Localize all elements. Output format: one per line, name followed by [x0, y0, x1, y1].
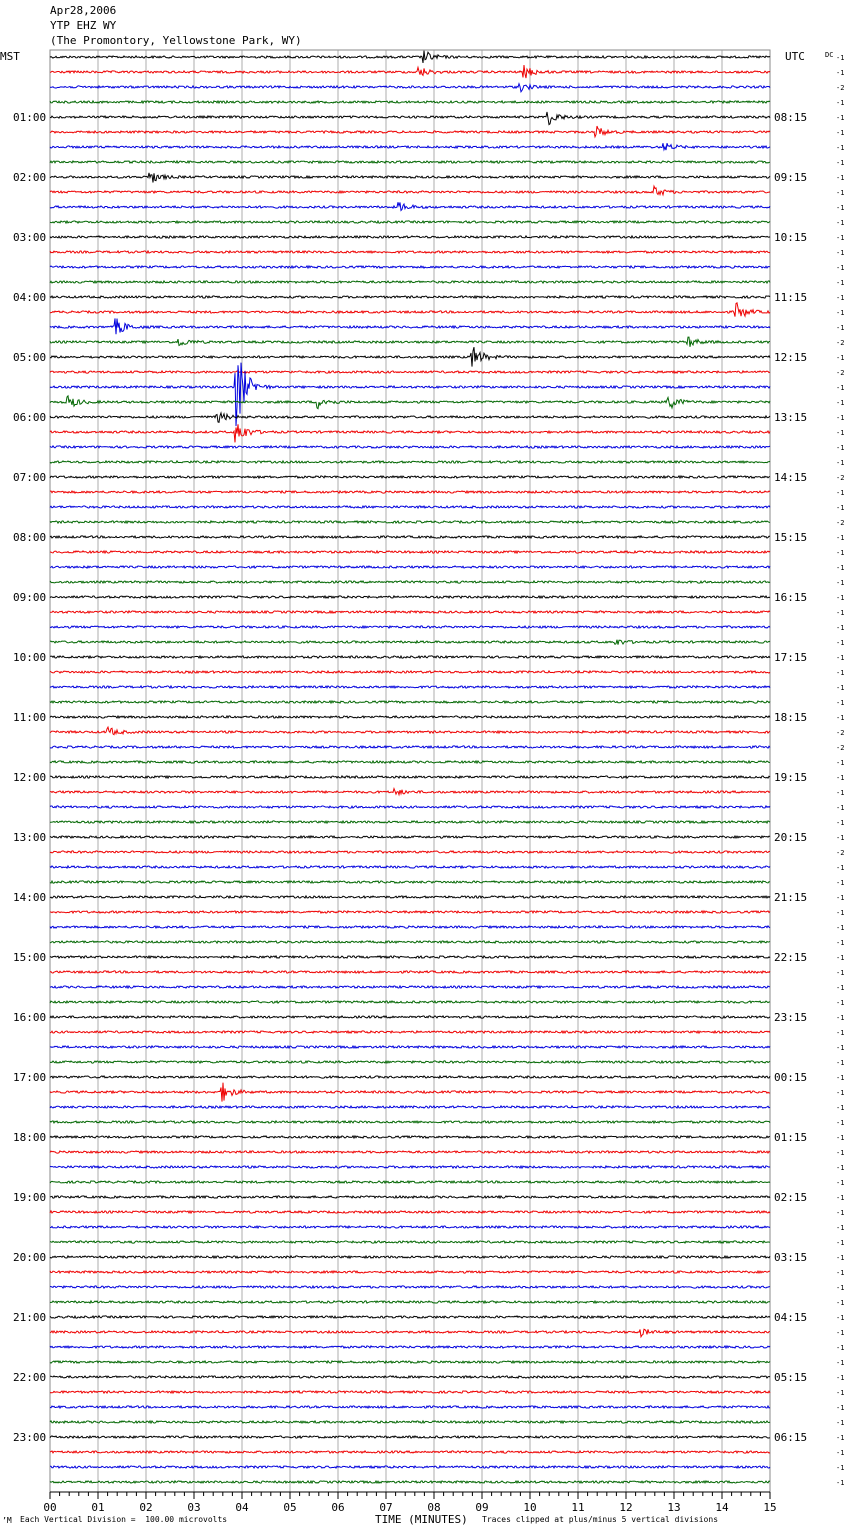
- dc-offset-label: -1: [836, 1029, 845, 1037]
- x-tick-label: 04: [235, 1501, 249, 1514]
- x-tick-label: 05: [283, 1501, 297, 1514]
- mst-hour-label: 21:00: [13, 1311, 47, 1324]
- dc-offset-label: -1: [836, 579, 845, 587]
- mst-hour-label: 22:00: [13, 1371, 47, 1384]
- utc-label: UTC: [785, 50, 805, 63]
- dc-offset-label: -1: [836, 459, 845, 467]
- dc-offset-label: -1: [836, 144, 845, 152]
- dc-offset-label: -1: [836, 654, 845, 662]
- trace-line: [50, 491, 770, 493]
- dc-offset-label: -1: [836, 699, 845, 707]
- x-tick-label: 11: [571, 1501, 585, 1514]
- x-tick-label: 07: [379, 1501, 393, 1514]
- trace-line: [50, 424, 770, 442]
- trace-line: [50, 1211, 770, 1213]
- trace-line: [50, 626, 770, 628]
- dc-offset-label: -1: [836, 1134, 845, 1142]
- x-tick-label: 00: [43, 1501, 57, 1514]
- dc-offset-label: -1: [836, 219, 845, 227]
- utc-hour-label: 21:15: [774, 891, 808, 904]
- dc-offset-label: -1: [836, 1074, 845, 1082]
- mst-hour-label: 01:00: [13, 111, 47, 124]
- dc-offset-label: -1: [836, 204, 845, 212]
- trace-line: [50, 896, 770, 898]
- trace-line: [50, 821, 770, 823]
- dc-offset-label: -1: [836, 189, 845, 197]
- trace-line: [50, 881, 770, 883]
- station-location: (The Promontory, Yellowstone Park, WY): [50, 34, 302, 47]
- dc-offset-label: -1: [836, 939, 845, 947]
- dc-offset-label: -1: [836, 624, 845, 632]
- trace-line: [50, 671, 770, 673]
- utc-hour-label: 13:15: [774, 411, 808, 424]
- utc-hour-label: 04:15: [774, 1311, 808, 1324]
- trace-line: [50, 1151, 770, 1153]
- time-axis: [43, 1492, 776, 1514]
- trace-line: [50, 1016, 770, 1018]
- x-tick-label: 08: [427, 1501, 441, 1514]
- trace-line: [50, 266, 770, 268]
- dc-offset-label: -1: [836, 1374, 845, 1382]
- dc-offset-label: -1: [836, 1299, 845, 1307]
- utc-hour-label: 09:15: [774, 171, 808, 184]
- seismogram-traces: [50, 51, 770, 1483]
- trace-line: [50, 911, 770, 913]
- mst-hour-label: 14:00: [13, 891, 47, 904]
- trace-line: [50, 281, 770, 283]
- x-tick-label: 15: [763, 1501, 777, 1514]
- dc-offset-label: -1: [836, 1344, 845, 1352]
- utc-hour-label: 17:15: [774, 651, 808, 664]
- clip-note: Traces clipped at plus/minus 5 vertical divisions: [482, 1515, 719, 1524]
- dc-offset-label: -1: [836, 1314, 845, 1322]
- trace-line: [50, 611, 770, 613]
- trace-line: [50, 761, 770, 763]
- utc-hour-label: 00:15: [774, 1071, 808, 1084]
- dc-offset-label: -1: [836, 534, 845, 542]
- dc-offset-label: -1: [836, 1239, 845, 1247]
- dc-offset-label: -1: [836, 1449, 845, 1457]
- trace-line: [50, 1316, 770, 1318]
- dc-offset-label: -1: [836, 714, 845, 722]
- trace-line: [50, 446, 770, 448]
- dc-offset-label: -1: [836, 909, 845, 917]
- dc-offset-label: -1: [836, 1209, 845, 1217]
- dc-offset-label: -1: [836, 504, 845, 512]
- x-tick-label: 02: [139, 1501, 153, 1514]
- trace-line: [50, 371, 770, 373]
- trace-line: [50, 347, 770, 367]
- dc-offset-label: -1: [836, 1194, 845, 1202]
- x-tick-label: 03: [187, 1501, 201, 1514]
- utc-hour-label: 18:15: [774, 711, 808, 724]
- dc-offset-label: -1: [836, 684, 845, 692]
- dc-offset-label: -1: [836, 1254, 845, 1262]
- trace-line: [50, 1286, 770, 1288]
- mst-hour-label: 16:00: [13, 1011, 47, 1024]
- x-tick-label: 09: [475, 1501, 489, 1514]
- trace-line: [50, 84, 770, 92]
- dc-offset-label: -2: [836, 744, 845, 752]
- trace-line: [50, 851, 770, 853]
- trace-line: [50, 941, 770, 943]
- dc-offset-label: -1: [836, 984, 845, 992]
- dc-offset-label: -1: [836, 894, 845, 902]
- trace-line: [50, 186, 770, 195]
- trace-line: [50, 126, 770, 137]
- trace-line: [50, 337, 770, 347]
- dc-offset-label: -2: [836, 474, 845, 482]
- trace-line: [50, 51, 770, 63]
- mst-hour-label: 17:00: [13, 1071, 47, 1084]
- utc-hour-label: 23:15: [774, 1011, 808, 1024]
- trace-line: [50, 1481, 770, 1483]
- dc-offset-label: -1: [836, 774, 845, 782]
- dc-offset-label: -1: [836, 1044, 845, 1052]
- dc-offset-label: -1: [836, 429, 845, 437]
- station-code: YTP EHZ WY: [50, 19, 117, 32]
- trace-line: [50, 396, 770, 409]
- utc-hour-label: 19:15: [774, 771, 808, 784]
- trace-line: [50, 173, 770, 183]
- trace-line: [50, 112, 770, 125]
- trace-line: [50, 656, 770, 658]
- trace-line: [50, 221, 770, 223]
- x-tick-label: 14: [715, 1501, 729, 1514]
- mst-hour-label: 03:00: [13, 231, 47, 244]
- dc-offset-label: -1: [836, 1464, 845, 1472]
- trace-line: [50, 1241, 770, 1243]
- trace-line: [50, 1346, 770, 1348]
- trace-line: [50, 566, 770, 568]
- dc-offset-label: -1: [836, 1389, 845, 1397]
- dc-offset-label: -1: [836, 819, 845, 827]
- dc-offset-label: -2: [836, 369, 845, 377]
- utc-hour-label: 11:15: [774, 291, 808, 304]
- trace-line: [50, 1031, 770, 1033]
- trace-line: [50, 986, 770, 988]
- dc-offset-label: -1: [836, 789, 845, 797]
- trace-line: [50, 1451, 770, 1453]
- trace-line: [50, 202, 770, 210]
- trace-line: [50, 1391, 770, 1393]
- dc-offset-label: -1: [836, 234, 845, 242]
- dc-offset-label: -1: [836, 879, 845, 887]
- dc-offset-label: -1: [836, 969, 845, 977]
- trace-line: [50, 551, 770, 553]
- dc-offset-label: -1: [836, 564, 845, 572]
- utc-hour-label: 22:15: [774, 951, 808, 964]
- mst-hour-label: 05:00: [13, 351, 47, 364]
- trace-line: [50, 1046, 770, 1048]
- trace-line: [50, 686, 770, 688]
- trace-line: [50, 1196, 770, 1198]
- utc-hour-label: 03:15: [774, 1251, 808, 1264]
- mst-hour-label: 09:00: [13, 591, 47, 604]
- trace-line: [50, 143, 770, 150]
- dc-offset-label: -1: [836, 1479, 845, 1487]
- trace-line: [50, 1226, 770, 1228]
- dc-offset-label: -1: [836, 354, 845, 362]
- mst-hour-label: 06:00: [13, 411, 47, 424]
- dc-offset-label: -1: [836, 309, 845, 317]
- mst-hour-label: 15:00: [13, 951, 47, 964]
- utc-hour-label: 01:15: [774, 1131, 808, 1144]
- dc-offset-label: -1: [836, 1164, 845, 1172]
- trace-line: [50, 296, 770, 298]
- dc-offset-label: -1: [836, 249, 845, 257]
- trace-line: [50, 506, 770, 508]
- trace-line: [50, 1301, 770, 1303]
- trace-line: [50, 1083, 770, 1102]
- dc-offset-label: -1: [836, 999, 845, 1007]
- trace-line: [50, 596, 770, 598]
- dc-offset-label: -1: [836, 669, 845, 677]
- trace-line: [50, 65, 770, 78]
- dc-offset-label: -1: [836, 99, 845, 107]
- plot-date: Apr28,2006: [50, 4, 117, 17]
- utc-hour-label: 12:15: [774, 351, 808, 364]
- dc-offset-label: -1: [836, 1419, 845, 1427]
- mst-hour-label: 13:00: [13, 831, 47, 844]
- dc-offset-label: -1: [836, 1149, 845, 1157]
- dc-offset-label: -2: [836, 849, 845, 857]
- x-tick-label: 10: [523, 1501, 537, 1514]
- trace-line: [50, 640, 770, 645]
- trace-line: [50, 1466, 770, 1468]
- trace-line: [50, 521, 770, 523]
- mst-hour-label: 08:00: [13, 531, 47, 544]
- dc-offset-label: -1: [836, 834, 845, 842]
- utc-hour-label: 20:15: [774, 831, 808, 844]
- mst-hour-label: 23:00: [13, 1431, 47, 1444]
- dc-offset-label: -1: [836, 159, 845, 167]
- dc-offset-label: -1: [836, 1284, 845, 1292]
- trace-line: [50, 716, 770, 718]
- utc-hour-label: 02:15: [774, 1191, 808, 1204]
- trace-line: [50, 1361, 770, 1363]
- trace-line: [50, 461, 770, 463]
- dc-offset-label: -1: [836, 1224, 845, 1232]
- trace-line: [50, 413, 770, 422]
- trace-line: [50, 806, 770, 808]
- dc-offset-label: -1: [836, 609, 845, 617]
- dc-offset-label: -1: [836, 864, 845, 872]
- trace-line: [50, 1421, 770, 1423]
- mst-hour-label: 18:00: [13, 1131, 47, 1144]
- mst-hour-label: 19:00: [13, 1191, 47, 1204]
- scale-note: Each Vertical Division = 100.00 microvolts: [20, 1515, 228, 1524]
- mst-hour-label: 11:00: [13, 711, 47, 724]
- utc-hour-label: 05:15: [774, 1371, 808, 1384]
- dc-offset-label: -1: [836, 1434, 845, 1442]
- trace-line: [50, 746, 770, 748]
- trace-line: [50, 101, 770, 103]
- trace-line: [50, 1166, 770, 1168]
- trace-line: [50, 971, 770, 973]
- dc-offset-label: -1: [836, 549, 845, 557]
- trace-line: [50, 1061, 770, 1063]
- utc-hour-label: 15:15: [774, 531, 808, 544]
- trace-line: [50, 1256, 770, 1258]
- utc-hour-label: 16:15: [774, 591, 808, 604]
- dc-offset-label: -1: [836, 54, 845, 62]
- mst-hour-label: 12:00: [13, 771, 47, 784]
- dc-offset-label: -1: [836, 114, 845, 122]
- x-tick-label: 12: [619, 1501, 633, 1514]
- x-axis-label: TIME (MINUTES): [375, 1513, 468, 1526]
- trace-line: [50, 836, 770, 838]
- trace-line: [50, 1436, 770, 1438]
- dc-offset-label: -1: [836, 264, 845, 272]
- mst-hour-label: 07:00: [13, 471, 47, 484]
- dc-offset-label: -1: [836, 1179, 845, 1187]
- dc-offset-label: -1: [836, 129, 845, 137]
- dc-offset-label: -2: [836, 729, 845, 737]
- dc-offset-label: -1: [836, 69, 845, 77]
- dc-offset-label: -1: [836, 804, 845, 812]
- trace-line: [50, 1121, 770, 1123]
- trace-line: [50, 1076, 770, 1078]
- dc-offset-label: -2: [836, 519, 845, 527]
- dc-offset-label: -1: [836, 1119, 845, 1127]
- trace-line: [50, 1001, 770, 1003]
- utc-hour-label: 14:15: [774, 471, 808, 484]
- dc-offset-label: -1: [836, 1269, 845, 1277]
- dc-offset-label: -1: [836, 414, 845, 422]
- trace-line: [50, 476, 770, 478]
- x-tick-label: 06: [331, 1501, 345, 1514]
- dc-offset-label: -1: [836, 1329, 845, 1337]
- mst-hour-label: 20:00: [13, 1251, 47, 1264]
- utc-hour-label: 10:15: [774, 231, 808, 244]
- dc-offset-label: -1: [836, 399, 845, 407]
- mst-hour-label: 10:00: [13, 651, 47, 664]
- mst-hour-label: 04:00: [13, 291, 47, 304]
- dc-offset-label: -1: [836, 1059, 845, 1067]
- dc-offset-label: -1: [836, 1359, 845, 1367]
- dc-offset-label: -1: [836, 489, 845, 497]
- dc-offset-label: -1: [836, 1404, 845, 1412]
- corner-mark: ’M: [2, 1516, 12, 1525]
- dc-offset-label: -1: [836, 954, 845, 962]
- trace-line: [50, 303, 770, 317]
- trace-line: [50, 1376, 770, 1378]
- dc-offset-label: -1: [836, 759, 845, 767]
- trace-line: [50, 1271, 770, 1273]
- trace-line: [50, 1106, 770, 1108]
- dc-offset-label: -1: [836, 1014, 845, 1022]
- trace-line: [50, 926, 770, 928]
- trace-line: [50, 701, 770, 703]
- trace-line: [50, 1406, 770, 1408]
- trace-line: [50, 727, 770, 735]
- x-tick-label: 01: [91, 1501, 105, 1514]
- dc-offset-label: -1: [836, 174, 845, 182]
- trace-line: [50, 161, 770, 163]
- trace-line: [50, 866, 770, 868]
- dc-offset-label: -1: [836, 594, 845, 602]
- trace-line: [50, 251, 770, 253]
- trace-line: [50, 1181, 770, 1183]
- trace-line: [50, 318, 770, 334]
- trace-line: [50, 536, 770, 538]
- dc-offset-label: -1: [836, 444, 845, 452]
- mst-hour-label: 02:00: [13, 171, 47, 184]
- dc-label: DC: [825, 51, 834, 59]
- dc-offset-label: -1: [836, 1089, 845, 1097]
- x-tick-label: 13: [667, 1501, 681, 1514]
- trace-line: [50, 776, 770, 778]
- dc-offset-label: -1: [836, 384, 845, 392]
- mst-label: MST: [0, 50, 20, 63]
- dc-offset-label: -1: [836, 279, 845, 287]
- dc-offset-label: -1: [836, 294, 845, 302]
- dc-offset-label: -2: [836, 339, 845, 347]
- dc-offset-label: -2: [836, 84, 845, 92]
- trace-line: [50, 1136, 770, 1138]
- dc-offset-label: -1: [836, 924, 845, 932]
- trace-line: [50, 1329, 770, 1337]
- trace-line: [50, 789, 770, 795]
- utc-hour-label: 08:15: [774, 111, 808, 124]
- dc-offset-label: -1: [836, 639, 845, 647]
- dc-offset-label: -1: [836, 1104, 845, 1112]
- dc-offset-label: -1: [836, 324, 845, 332]
- trace-line: [50, 236, 770, 238]
- trace-line: [50, 956, 770, 958]
- trace-line: [50, 581, 770, 583]
- utc-hour-label: 06:15: [774, 1431, 808, 1444]
